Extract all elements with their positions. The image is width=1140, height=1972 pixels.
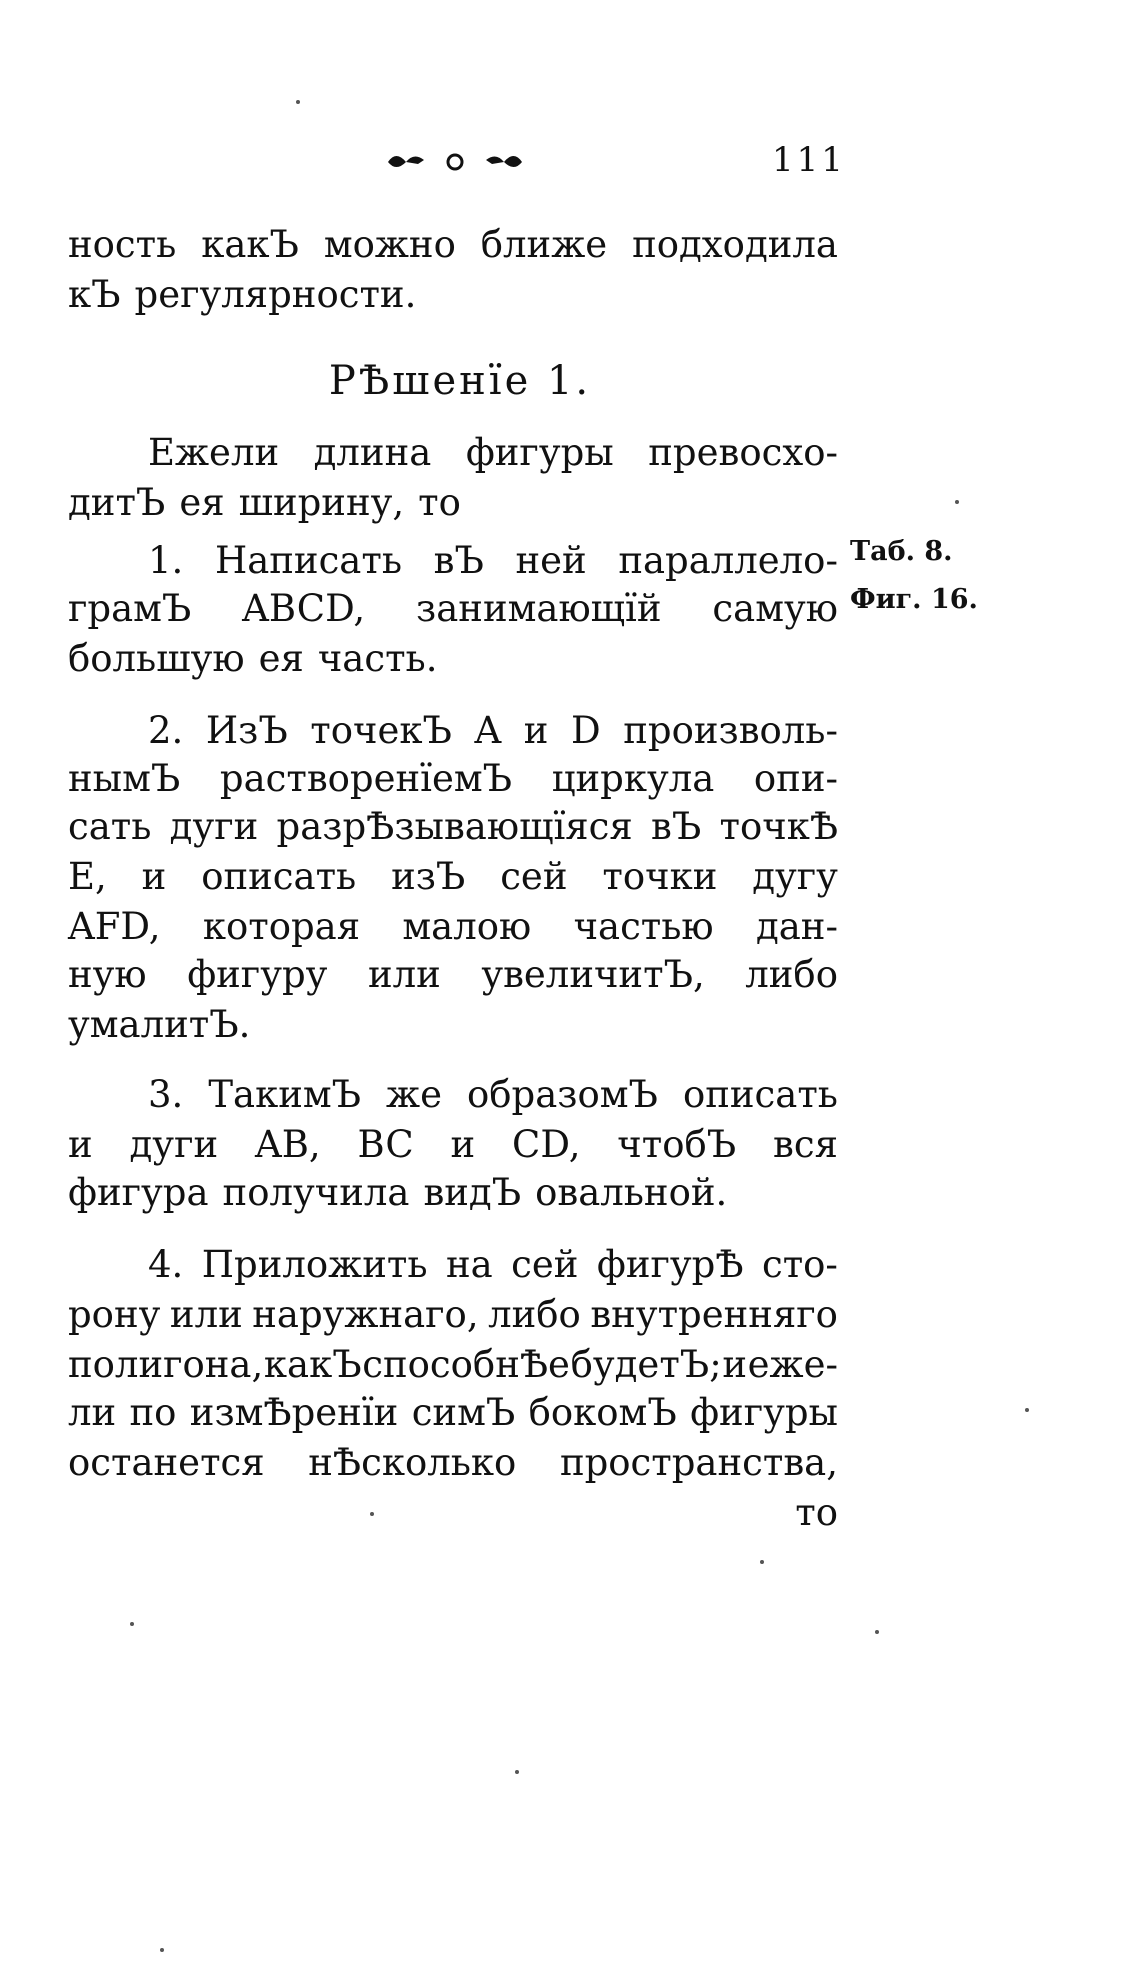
word: ней (515, 539, 587, 582)
text-line (68, 1000, 838, 1050)
text-line (68, 754, 838, 804)
word: точкѢ (719, 805, 838, 848)
word: фигуру (187, 953, 328, 996)
paper-speck (515, 1770, 519, 1774)
paper-speck (160, 1948, 164, 1952)
word: параллело- (618, 539, 838, 582)
word: подходила (632, 223, 838, 266)
text-line (68, 270, 838, 320)
word: и (450, 1123, 476, 1166)
text-line (148, 428, 838, 478)
word: вЪ (433, 539, 484, 582)
word: какЪ (201, 223, 299, 266)
word: 3. (148, 1073, 184, 1116)
word: сто- (761, 1243, 838, 1286)
word: получила (222, 1171, 410, 1214)
word: точки (602, 855, 718, 898)
word: описать (682, 1073, 838, 1116)
word: кЪ (68, 273, 121, 316)
paper-speck (296, 100, 300, 104)
header-ornament (370, 140, 540, 184)
word: увеличитЪ, (481, 953, 705, 996)
word: наружнаго, (252, 1293, 479, 1336)
word: дуги (169, 805, 259, 848)
text-line (148, 1240, 838, 1290)
text-line (68, 1290, 838, 1340)
text-line (148, 536, 838, 586)
word: превосхо- (648, 431, 838, 474)
word: пространства, (559, 1441, 838, 1484)
word: ли (68, 1391, 117, 1434)
word: симЪ (411, 1391, 516, 1434)
word: Написать (214, 539, 402, 582)
word: нѢсколько (308, 1441, 517, 1484)
word: ея (258, 637, 304, 680)
word: сей (500, 855, 568, 898)
paper-speck (130, 1622, 134, 1626)
word: D (571, 709, 601, 752)
word: либо (488, 1293, 581, 1336)
word: которая (202, 905, 361, 948)
word: то (418, 481, 461, 524)
word: A (474, 709, 502, 752)
word: растворенїемЪ (219, 757, 513, 800)
word: точекЪ (310, 709, 452, 752)
paper-speck (760, 1560, 764, 1564)
word: способнѢе (362, 1343, 570, 1386)
word: длина (313, 431, 432, 474)
word: вся (773, 1123, 838, 1166)
word: 4. (148, 1243, 184, 1286)
word: либо (745, 953, 838, 996)
text-line (68, 1438, 838, 1488)
word: по (129, 1391, 177, 1434)
page-number: 111 (772, 140, 846, 180)
word: ABCD, (242, 587, 366, 630)
word: внутренняго (590, 1293, 838, 1336)
word: или (169, 1293, 243, 1336)
paper-speck (370, 1512, 374, 1516)
word: грамЪ (68, 587, 192, 630)
word: образомЪ (467, 1073, 658, 1116)
word: дугу (752, 855, 838, 898)
text-line (68, 634, 838, 684)
word: ность (68, 223, 177, 266)
section-heading: РѢшенїе 1. (328, 358, 592, 404)
word: вЪ (650, 805, 702, 848)
word: дуги (129, 1123, 219, 1166)
paper-speck (955, 500, 959, 504)
word: AFD, (68, 905, 161, 948)
text-line (68, 902, 838, 952)
word: и (523, 709, 549, 752)
paper-speck (1025, 1408, 1029, 1412)
text-line (68, 1388, 838, 1438)
word: BC (357, 1123, 414, 1166)
text-line (68, 1340, 838, 1390)
word: будетЪ; (570, 1343, 722, 1386)
text-line (68, 220, 838, 270)
word: рону (68, 1293, 161, 1336)
word: произволь- (623, 709, 838, 752)
word: и (141, 855, 167, 898)
word: большую (68, 637, 245, 680)
word: или (367, 953, 441, 996)
word: 1. (148, 539, 184, 582)
word: ТакимЪ (208, 1073, 362, 1116)
text-line (68, 950, 838, 1000)
word: опи- (753, 757, 838, 800)
word: ширину, (238, 481, 405, 524)
text-line (68, 1120, 838, 1170)
word: ближе (480, 223, 608, 266)
text-line (148, 706, 838, 756)
word: дан- (755, 905, 838, 948)
word: то (795, 1491, 838, 1534)
word: же (386, 1073, 442, 1116)
word: сать (68, 805, 152, 848)
word: CD, (512, 1123, 581, 1166)
word: нымЪ (68, 757, 181, 800)
word: еже- (747, 1343, 838, 1386)
word: умалитЪ. (68, 1003, 251, 1046)
word: и (722, 1343, 747, 1386)
word: бокомЪ (528, 1391, 677, 1434)
word: ИзЪ (205, 709, 288, 752)
word: какЪ (263, 1343, 362, 1386)
word: часть. (317, 637, 438, 680)
word: ея (179, 481, 225, 524)
margin-note-table: Таб. 8. (850, 536, 953, 567)
word: Приложить (201, 1243, 428, 1286)
word: овальной. (535, 1171, 728, 1214)
word: разрѢзывающїяся (276, 805, 633, 848)
word: AB, (254, 1123, 321, 1166)
word: ную (68, 953, 147, 996)
text-line (148, 1070, 838, 1120)
margin-note-figure: Фиг. 16. (850, 584, 978, 615)
word: занимающїй (416, 587, 662, 630)
word: и (68, 1123, 93, 1166)
word: E, (68, 855, 107, 898)
word: описать (201, 855, 357, 898)
word: полигона, (68, 1343, 264, 1386)
word: фигуры (465, 431, 614, 474)
word: частью (573, 905, 714, 948)
word: видЪ (423, 1171, 522, 1214)
word: фигура (68, 1171, 209, 1214)
word: фигурѢ (596, 1243, 744, 1286)
paper-speck (875, 1630, 879, 1634)
text-line (68, 802, 838, 852)
word: циркула (551, 757, 715, 800)
text-line (68, 584, 838, 634)
text-line (68, 1488, 838, 1538)
word: дитЪ (68, 481, 166, 524)
word: регулярности. (134, 273, 417, 316)
text-line (68, 478, 838, 528)
word: малою (402, 905, 532, 948)
word: останется (68, 1441, 265, 1484)
word: на (445, 1243, 493, 1286)
text-line (68, 852, 838, 902)
word: изЪ (391, 855, 466, 898)
word: чтобЪ (617, 1123, 737, 1166)
word: измѢренїи (189, 1391, 399, 1434)
word: 2. (148, 709, 184, 752)
word: сей (511, 1243, 579, 1286)
word: фигуры (690, 1391, 838, 1434)
text-line (68, 1168, 838, 1218)
word: Ежели (148, 431, 280, 474)
word: можно (323, 223, 456, 266)
word: самую (712, 587, 838, 630)
